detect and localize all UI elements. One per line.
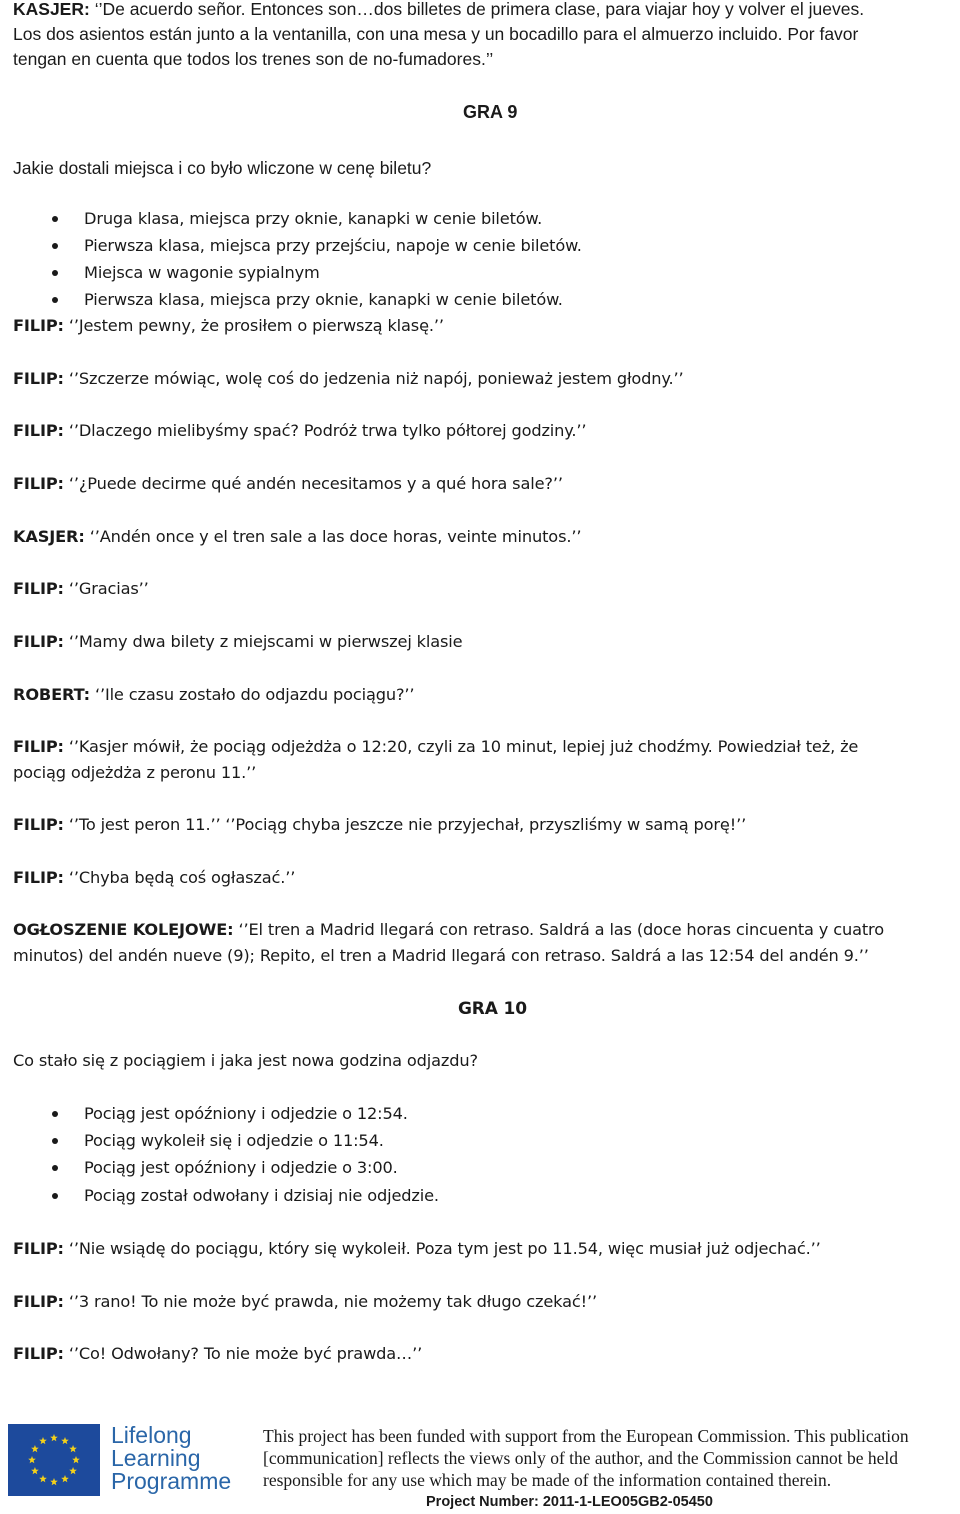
- speaker-label: KASJER:: [13, 0, 90, 19]
- dialogue-line: ROBERT: ‘’Ile czasu zostało do odjazdu pociągu?’’: [13, 685, 415, 704]
- list-item: Druga klasa, miejsca przy oknie, kanapki w cenie biletów.: [84, 209, 543, 228]
- bullet-icon: [52, 270, 58, 276]
- announcement-line-1: OGŁOSZENIE KOLEJOWE: ‘’El tren a Madrid llegará con retraso. Saldrá a las (doce horas cincuenta y cuatro: [13, 920, 884, 939]
- intro-line-1: KASJER: ‘’De acuerdo señor. Entonces son…dos billetes de primera clase, para viajar hoy y volver el jueves.: [13, 0, 865, 19]
- bullet-icon: [52, 1138, 58, 1144]
- speaker-label: KASJER:: [13, 527, 85, 546]
- dialogue-line: KASJER: ‘’Andén once y el tren sale a las doce horas, veinte minutos.’’: [13, 527, 582, 546]
- bullet-icon: [52, 1165, 58, 1171]
- speaker-label: FILIP:: [13, 1292, 64, 1311]
- speaker-label: FILIP:: [13, 1344, 64, 1363]
- bullet-icon: [52, 1111, 58, 1117]
- speaker-label: FILIP:: [13, 316, 64, 335]
- dialogue-line: FILIP: ‘’Gracias’’: [13, 579, 149, 598]
- gra10-question: Co stało się z pociągiem i jaka jest nowa godzina odjazdu?: [13, 1051, 478, 1070]
- speaker-label: FILIP:: [13, 632, 64, 651]
- bullet-icon: [52, 243, 58, 249]
- list-item: Miejsca w wagonie sypialnym: [84, 263, 320, 282]
- dialogue-line: FILIP: ‘’Nie wsiądę do pociągu, który się wykoleił. Poza tym jest po 11.54, więc musiał już odjechać.’’: [13, 1239, 821, 1258]
- speaker-label: FILIP:: [13, 474, 64, 493]
- speaker-label: FILIP:: [13, 369, 64, 388]
- speaker-label: FILIP:: [13, 579, 64, 598]
- list-item: Pociąg jest opóźniony i odjedzie o 12:54.: [84, 1104, 408, 1123]
- eu-flag-icon: [8, 1424, 100, 1496]
- dialogue-line: FILIP: ‘’Dlaczego mielibyśmy spać? Podróż trwa tylko półtorej godziny.’’: [13, 421, 587, 440]
- bullet-icon: [52, 297, 58, 303]
- speaker-label: ROBERT:: [13, 685, 90, 704]
- gra9-heading: GRA 9: [463, 102, 518, 122]
- dialogue-line: FILIP: ‘’Chyba będą coś ogłaszać.’’: [13, 868, 296, 887]
- lifelong-learning-logo: Lifelong Learning Programme: [111, 1422, 232, 1494]
- dialogue-line-continued: pociąg odjeżdża z peronu 11.’’: [13, 763, 257, 782]
- gra9-question: Jakie dostali miejsca i co było wliczone w cenę biletu?: [13, 158, 432, 178]
- gra10-heading: GRA 10: [458, 999, 527, 1019]
- bullet-icon: [52, 1193, 58, 1199]
- bullet-icon: [52, 216, 58, 222]
- funding-disclaimer: This project has been funded with support from the European Commission. This publication [communication] reflects the views only of the author, and the Commission cannot be held responsible for any use which may be made of the information contained therein.: [263, 1426, 909, 1490]
- dialogue-line: FILIP: ‘’¿Puede decirme qué andén necesitamos y a qué hora sale?’’: [13, 474, 563, 493]
- intro-line-2: Los dos asientos están junto a la ventanilla, con una mesa y un bocadillo para el almuerzo incluido. Por favor: [13, 24, 859, 44]
- dialogue-line: FILIP: ‘’Jestem pewny, że prosiłem o pierwszą klasę.’’: [13, 316, 444, 335]
- dialogue-line: FILIP: ‘’Szczerze mówiąc, wolę coś do jedzenia niż napój, ponieważ jestem głodny.’’: [13, 369, 684, 388]
- announcement-line-2: minutos) del andén nueve (9); Repito, el tren a Madrid llegará con retraso. Saldrá a las 12:54 del andén 9.’’: [13, 946, 869, 965]
- dialogue-line: FILIP: ‘’3 rano! To nie może być prawda, nie możemy tak długo czekać!’’: [13, 1292, 597, 1311]
- project-number: Project Number: 2011-1-LEO05GB2-05450: [426, 1494, 713, 1510]
- dialogue-line: FILIP: ‘’Mamy dwa bilety z miejscami w pierwszej klasie: [13, 632, 463, 651]
- speaker-label: OGŁOSZENIE KOLEJOWE:: [13, 920, 234, 939]
- dialogue-line: FILIP: ‘’To jest peron 11.’’ ‘’Pociąg chyba jeszcze nie przyjechał, przyszliśmy w samą porę!’’: [13, 815, 747, 834]
- eu-flag-logo: [8, 1424, 100, 1496]
- intro-line-3: tengan en cuenta que todos los trenes son de no-fumadores.’’: [13, 49, 494, 69]
- list-item: Pociąg został odwołany i dzisiaj nie odjedzie.: [84, 1186, 439, 1205]
- list-item: Pierwsza klasa, miejsca przy oknie, kanapki w cenie biletów.: [84, 290, 563, 309]
- speaker-label: FILIP:: [13, 815, 64, 834]
- list-item: Pierwsza klasa, miejsca przy przejściu, napoje w cenie biletów.: [84, 236, 582, 255]
- speaker-label: FILIP:: [13, 868, 64, 887]
- speaker-label: FILIP:: [13, 421, 64, 440]
- dialogue-line: FILIP: ‘’Kasjer mówił, że pociąg odjeżdża o 12:20, czyli za 10 minut, lepiej już chodźmy. Powiedział też, że: [13, 737, 859, 756]
- speaker-label: FILIP:: [13, 1239, 64, 1258]
- list-item: Pociąg jest opóźniony i odjedzie o 3:00.: [84, 1158, 398, 1177]
- dialogue-line: FILIP: ‘’Co! Odwołany? To nie może być prawda…’’: [13, 1344, 423, 1363]
- list-item: Pociąg wykoleił się i odjedzie o 11:54.: [84, 1131, 384, 1150]
- speaker-label: FILIP:: [13, 737, 64, 756]
